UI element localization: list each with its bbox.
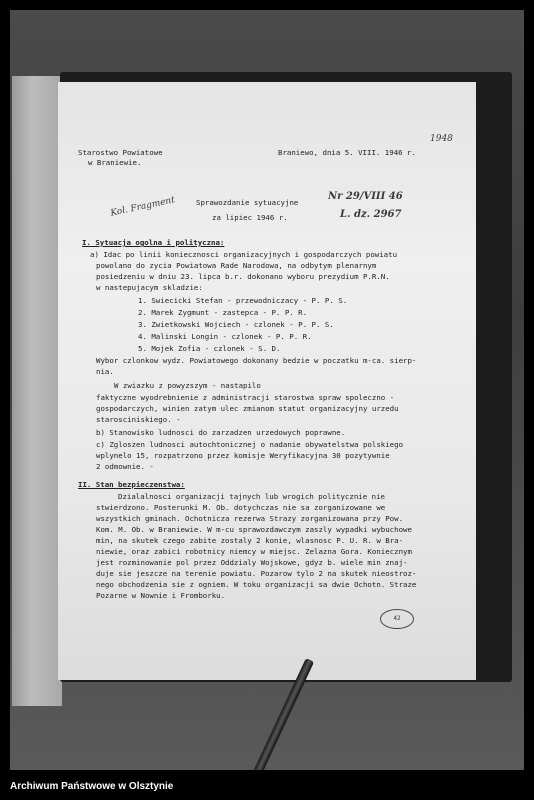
date-line: Braniewo, dnia 5. VIII. 1946 r. xyxy=(278,148,416,157)
member-row: 5. Mojek Zofia - czlonek - S. D. xyxy=(138,344,281,353)
s1-line: posiedzeniu w dniu 23. lipca b.r. dokonano wyboru prezydium P.R.N. xyxy=(96,272,390,281)
s2-line: jest rozminowanie pol przez Oddzialy Wojskowe, gdyz b. wiele min znaj- xyxy=(96,558,408,567)
s1-line: nia. xyxy=(96,367,114,376)
member-row: 2. Marek Zygmunt - zastepca - P. P. R. xyxy=(138,308,308,317)
handwritten-ref: Nr 29/VIII 46 xyxy=(328,191,403,202)
s2-line: Dzialalnosci organizacji tajnych lub wrogich politycznie nie xyxy=(118,492,385,501)
s2-line: nego obchodzenia sie z ogniem. W toku organizacji sa dwie Ochotn. Straze xyxy=(96,580,417,589)
s1-line: a) Idac po linii koniecznosci organizacyjnych i gospodarczych powiatu xyxy=(90,250,398,259)
handwritten-signature: Kol. Fragment xyxy=(109,195,176,219)
s1-line: powolano do zycia Powiatowa Rade Narodowa, na odbytym plenarnym xyxy=(96,261,377,270)
binder-spine xyxy=(12,76,62,706)
s1-line: b) Stanowisko ludnosci do zarzadzen urzedowych poprawne. xyxy=(96,428,346,437)
title-line-1: Sprawozdanie sytuacyjne xyxy=(196,198,299,207)
member-row: 4. Malinski Longin - czlonek - P. P. R. xyxy=(138,332,312,341)
section-1-heading: I. Sytuacja ogolna i polityczna: xyxy=(82,238,225,247)
s1-line: 2 odmownie. - xyxy=(96,462,154,471)
s2-line: min, na skutek czego zabite zostaly 2 konie, wlasnosc P. U. R. w Bra- xyxy=(96,536,404,545)
s1-line: Wybor czlonkow wydz. Powiatowego dokonany bedzie w poczatku m-ca. sierp- xyxy=(96,356,417,365)
left-header-1: Starostwo Powiatowe xyxy=(78,148,163,157)
handwritten-year: 1948 xyxy=(430,134,453,144)
footer-bar xyxy=(0,772,534,800)
handwritten-number: L. dz. 2967 xyxy=(340,209,402,220)
left-header-2: w Braniewie. xyxy=(88,158,142,167)
title-line-2: za lipiec 1946 r. xyxy=(212,213,288,222)
s2-line: Kom. M. Ob. w Braniewie. W m-cu sprawozdawczym zaszly wypadki wybuchowe xyxy=(96,525,412,534)
s2-line: wszystkich gminach. Ochotnicza rezerwa Strazy zorganizowana przy Pow. xyxy=(96,514,404,523)
s1-line: starosciniskiego. - xyxy=(96,415,181,424)
s2-line: Pozarne w Nownie i Fromborku. xyxy=(96,591,226,600)
s1-line: W zwiazku z powyzszym - nastapilo xyxy=(114,381,261,390)
member-row: 1. Swiecicki Stefan - przewodniczacy - P. P. S. xyxy=(138,296,348,305)
s1-line: c) Zgloszen ludnosci autochtonicznej o nadanie obywatelstwa polskiego xyxy=(96,440,404,449)
member-row: 3. Zwietkowski Wojciech - czlonek - P. P. S. xyxy=(138,320,334,329)
archive-label: Archiwum Państwowe w Olsztynie xyxy=(10,781,174,792)
page-number-stamp: 42 xyxy=(380,609,414,629)
s2-line: stwierdzono. Posterunki M. Ob. dotychczas nie sa zorganizowane we xyxy=(96,503,386,512)
s2-line: niewie, oraz zabici robotnicy niemcy w miejsc. Zelazna Gora. Koniecznym xyxy=(96,547,412,556)
s1-line: faktyczne wyodrebnienie z administracji starostwa spraw spoleczno - xyxy=(96,393,395,402)
s1-line: wplynelo 15, rozpatrzono przez komisje Weryfikacyjna 30 pozytywnie xyxy=(96,451,390,460)
scan-frame xyxy=(10,10,524,770)
s2-line: duje sie jeszcze na terenie powiatu. Pozarow tylo 2 na skutek nieostroz- xyxy=(96,569,417,578)
s1-line: w nastepujacym skladzie: xyxy=(96,283,203,292)
s1-line: gospodarczych, winien zatym ulec zmianom statut organizacyjny urzedu xyxy=(96,404,399,413)
document-page xyxy=(58,82,476,680)
section-2-heading: II. Stan bezpieczenstwa: xyxy=(78,480,185,489)
